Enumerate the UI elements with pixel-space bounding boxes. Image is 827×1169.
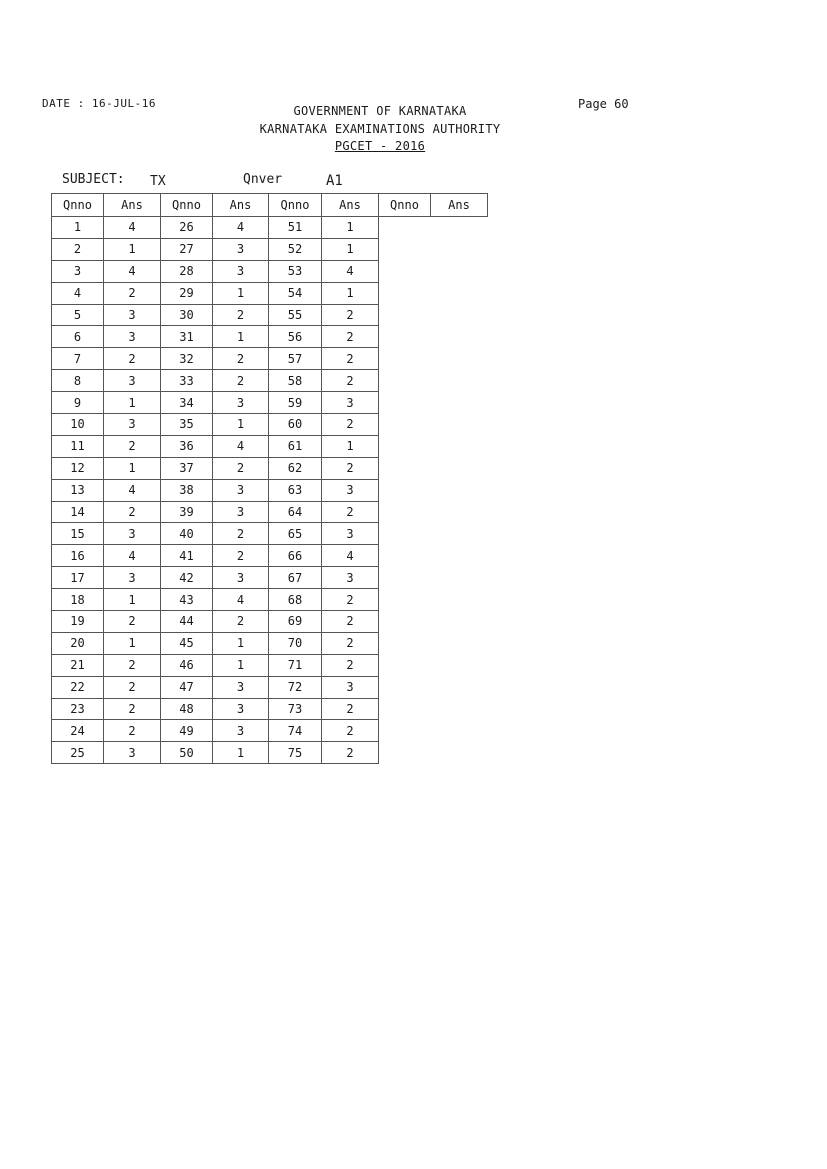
question-number-cell: 67 — [269, 567, 322, 589]
empty-column-space — [379, 435, 488, 457]
question-number-cell: 9 — [52, 392, 104, 414]
question-number-cell: 59 — [269, 392, 322, 414]
answer-cell: 2 — [104, 720, 161, 742]
question-number-cell: 57 — [269, 348, 322, 370]
answer-cell: 2 — [322, 370, 379, 392]
answer-cell: 1 — [213, 654, 269, 676]
answer-cell: 1 — [322, 238, 379, 260]
answer-cell: 2 — [322, 742, 379, 764]
answer-cell: 2 — [322, 654, 379, 676]
answer-cell: 3 — [104, 523, 161, 545]
answer-cell: 3 — [213, 501, 269, 523]
empty-column-space — [379, 370, 488, 392]
table-row — [52, 742, 488, 764]
answer-cell: 4 — [104, 217, 161, 239]
question-number-cell: 53 — [269, 260, 322, 282]
empty-column-space — [379, 304, 488, 326]
empty-column-space — [379, 479, 488, 501]
table-row — [52, 457, 488, 479]
empty-column-space — [379, 348, 488, 370]
question-number-cell: 40 — [161, 523, 213, 545]
question-number-cell: 55 — [269, 304, 322, 326]
answer-cell: 2 — [104, 698, 161, 720]
table-row — [52, 435, 488, 457]
answer-cell: 2 — [104, 676, 161, 698]
table-row — [52, 611, 488, 633]
answer-cell: 2 — [213, 523, 269, 545]
answer-cell: 2 — [213, 370, 269, 392]
empty-column-space — [379, 282, 488, 304]
question-number-cell: 51 — [269, 217, 322, 239]
column-header: Ans — [431, 194, 488, 217]
heading-government: GOVERNMENT OF KARNATAKA — [293, 104, 467, 118]
table-row — [52, 414, 488, 436]
question-number-cell: 7 — [52, 348, 104, 370]
answer-cell: 3 — [213, 676, 269, 698]
answer-cell: 2 — [322, 348, 379, 370]
answer-cell: 3 — [104, 326, 161, 348]
question-number-cell: 64 — [269, 501, 322, 523]
empty-column-space — [379, 260, 488, 282]
answer-cell: 1 — [213, 742, 269, 764]
question-number-cell: 70 — [269, 632, 322, 654]
table-row — [52, 479, 488, 501]
question-number-cell: 26 — [161, 217, 213, 239]
subject-label: SUBJECT: — [62, 172, 125, 187]
question-number-cell: 3 — [52, 260, 104, 282]
table-row — [52, 326, 488, 348]
question-number-cell: 36 — [161, 435, 213, 457]
answer-cell: 1 — [104, 238, 161, 260]
empty-column-space — [379, 545, 488, 567]
answer-cell: 3 — [322, 567, 379, 589]
answer-cell: 2 — [322, 501, 379, 523]
answer-cell: 3 — [104, 414, 161, 436]
question-number-cell: 48 — [161, 698, 213, 720]
question-number-cell: 58 — [269, 370, 322, 392]
question-number-cell: 1 — [52, 217, 104, 239]
column-header: Ans — [322, 194, 379, 217]
answer-cell: 1 — [104, 632, 161, 654]
question-version-label: Qnver — [243, 172, 283, 187]
answer-cell: 2 — [213, 457, 269, 479]
question-number-cell: 75 — [269, 742, 322, 764]
empty-column-space — [379, 742, 488, 764]
answer-cell: 3 — [213, 238, 269, 260]
question-number-cell: 47 — [161, 676, 213, 698]
empty-column-space — [379, 326, 488, 348]
column-header: Ans — [104, 194, 161, 217]
table-row — [52, 720, 488, 742]
table-row — [52, 654, 488, 676]
column-header: Qnno — [379, 194, 431, 217]
empty-column-space — [379, 589, 488, 611]
table-row — [52, 260, 488, 282]
table-row — [52, 217, 488, 239]
answer-cell: 1 — [322, 217, 379, 239]
answer-cell: 3 — [104, 304, 161, 326]
question-number-cell: 49 — [161, 720, 213, 742]
question-number-cell: 22 — [52, 676, 104, 698]
answer-cell: 3 — [213, 567, 269, 589]
question-number-cell: 28 — [161, 260, 213, 282]
question-number-cell: 15 — [52, 523, 104, 545]
question-number-cell: 60 — [269, 414, 322, 436]
question-number-cell: 32 — [161, 348, 213, 370]
question-number-cell: 72 — [269, 676, 322, 698]
empty-column-space — [379, 457, 488, 479]
answer-cell: 2 — [322, 414, 379, 436]
question-number-cell: 35 — [161, 414, 213, 436]
question-number-cell: 73 — [269, 698, 322, 720]
question-number-cell: 52 — [269, 238, 322, 260]
question-number-cell: 16 — [52, 545, 104, 567]
answer-cell: 3 — [104, 742, 161, 764]
column-header: Qnno — [52, 194, 104, 217]
answer-cell: 1 — [213, 632, 269, 654]
answer-cell: 3 — [213, 392, 269, 414]
heading-authority: KARNATAKA EXAMINATIONS AUTHORITY — [259, 122, 501, 136]
column-header: Qnno — [269, 194, 322, 217]
answer-cell: 4 — [213, 435, 269, 457]
empty-column-space — [379, 611, 488, 633]
answer-cell: 2 — [104, 435, 161, 457]
answer-cell: 4 — [104, 545, 161, 567]
question-number-cell: 45 — [161, 632, 213, 654]
question-number-cell: 18 — [52, 589, 104, 611]
question-number-cell: 13 — [52, 479, 104, 501]
question-number-cell: 20 — [52, 632, 104, 654]
question-number-cell: 2 — [52, 238, 104, 260]
answer-cell: 3 — [322, 392, 379, 414]
question-number-cell: 11 — [52, 435, 104, 457]
question-number-cell: 31 — [161, 326, 213, 348]
answer-cell: 2 — [322, 304, 379, 326]
question-number-cell: 61 — [269, 435, 322, 457]
answer-cell: 2 — [322, 326, 379, 348]
answer-cell: 3 — [322, 479, 379, 501]
question-number-cell: 24 — [52, 720, 104, 742]
answer-cell: 2 — [104, 611, 161, 633]
answer-cell: 4 — [213, 589, 269, 611]
question-number-cell: 27 — [161, 238, 213, 260]
table-row — [52, 545, 488, 567]
question-number-cell: 46 — [161, 654, 213, 676]
question-number-cell: 66 — [269, 545, 322, 567]
empty-column-space — [379, 720, 488, 742]
question-number-cell: 43 — [161, 589, 213, 611]
question-number-cell: 4 — [52, 282, 104, 304]
empty-column-space — [379, 676, 488, 698]
question-number-cell: 38 — [161, 479, 213, 501]
table-row — [52, 348, 488, 370]
answer-cell: 2 — [322, 457, 379, 479]
empty-column-space — [379, 698, 488, 720]
question-number-cell: 10 — [52, 414, 104, 436]
table-row — [52, 304, 488, 326]
question-number-cell: 74 — [269, 720, 322, 742]
answer-cell: 2 — [213, 611, 269, 633]
empty-column-space — [379, 567, 488, 589]
question-number-cell: 42 — [161, 567, 213, 589]
answer-key-table — [51, 193, 488, 764]
table-row — [52, 282, 488, 304]
answer-cell: 2 — [213, 304, 269, 326]
answer-cell: 1 — [322, 435, 379, 457]
table-row — [52, 392, 488, 414]
answer-cell: 2 — [104, 501, 161, 523]
empty-column-space — [379, 414, 488, 436]
empty-column-space — [379, 632, 488, 654]
table-row — [52, 676, 488, 698]
answer-cell: 2 — [322, 632, 379, 654]
table-row — [52, 370, 488, 392]
question-number-cell: 63 — [269, 479, 322, 501]
question-version-value: A1 — [326, 173, 343, 189]
print-date: DATE : 16-JUL-16 — [42, 97, 156, 110]
question-number-cell: 5 — [52, 304, 104, 326]
table-row — [52, 589, 488, 611]
empty-column-space — [379, 238, 488, 260]
heading-exam: PGCET - 2016 — [334, 139, 426, 153]
table-row — [52, 238, 488, 260]
table-row — [52, 523, 488, 545]
question-number-cell: 37 — [161, 457, 213, 479]
table-row — [52, 632, 488, 654]
answer-cell: 3 — [213, 260, 269, 282]
empty-column-space — [379, 217, 488, 239]
answer-cell: 2 — [322, 589, 379, 611]
answer-cell: 2 — [322, 611, 379, 633]
answer-cell: 1 — [213, 282, 269, 304]
question-number-cell: 30 — [161, 304, 213, 326]
column-header: Qnno — [161, 194, 213, 217]
question-number-cell: 14 — [52, 501, 104, 523]
subject-value: TX — [150, 174, 166, 189]
answer-cell: 2 — [104, 282, 161, 304]
column-header: Ans — [213, 194, 269, 217]
question-number-cell: 62 — [269, 457, 322, 479]
answer-cell: 2 — [104, 654, 161, 676]
question-number-cell: 21 — [52, 654, 104, 676]
answer-cell: 4 — [322, 260, 379, 282]
answer-cell: 2 — [322, 698, 379, 720]
table-row — [52, 501, 488, 523]
answer-cell: 4 — [322, 545, 379, 567]
question-number-cell: 17 — [52, 567, 104, 589]
answer-cell: 1 — [213, 414, 269, 436]
question-number-cell: 44 — [161, 611, 213, 633]
question-number-cell: 39 — [161, 501, 213, 523]
answer-cell: 4 — [213, 217, 269, 239]
question-number-cell: 25 — [52, 742, 104, 764]
question-number-cell: 6 — [52, 326, 104, 348]
question-number-cell: 8 — [52, 370, 104, 392]
question-number-cell: 65 — [269, 523, 322, 545]
answer-cell: 2 — [213, 545, 269, 567]
question-number-cell: 19 — [52, 611, 104, 633]
answer-cell: 1 — [213, 326, 269, 348]
page-number: Page 60 — [578, 97, 629, 111]
answer-cell: 1 — [104, 589, 161, 611]
answer-cell: 2 — [104, 348, 161, 370]
empty-column-space — [379, 392, 488, 414]
question-number-cell: 33 — [161, 370, 213, 392]
question-number-cell: 71 — [269, 654, 322, 676]
question-number-cell: 50 — [161, 742, 213, 764]
answer-cell: 3 — [213, 479, 269, 501]
question-number-cell: 23 — [52, 698, 104, 720]
answer-cell: 1 — [322, 282, 379, 304]
table-header-row — [52, 194, 488, 217]
question-number-cell: 34 — [161, 392, 213, 414]
answer-rows — [52, 217, 488, 764]
question-number-cell: 54 — [269, 282, 322, 304]
answer-cell: 2 — [213, 348, 269, 370]
question-number-cell: 69 — [269, 611, 322, 633]
answer-cell: 1 — [104, 392, 161, 414]
empty-column-space — [379, 501, 488, 523]
empty-column-space — [379, 654, 488, 676]
question-number-cell: 68 — [269, 589, 322, 611]
question-number-cell: 12 — [52, 457, 104, 479]
question-number-cell: 29 — [161, 282, 213, 304]
answer-cell: 3 — [322, 523, 379, 545]
answer-cell: 3 — [213, 720, 269, 742]
answer-cell: 3 — [104, 567, 161, 589]
empty-column-space — [379, 523, 488, 545]
answer-cell: 4 — [104, 260, 161, 282]
answer-cell: 1 — [104, 457, 161, 479]
answer-cell: 3 — [322, 676, 379, 698]
question-number-cell: 56 — [269, 326, 322, 348]
table-row — [52, 698, 488, 720]
answer-cell: 2 — [322, 720, 379, 742]
question-number-cell: 41 — [161, 545, 213, 567]
answer-cell: 3 — [104, 370, 161, 392]
answer-cell: 3 — [213, 698, 269, 720]
table-row — [52, 567, 488, 589]
answer-cell: 4 — [104, 479, 161, 501]
